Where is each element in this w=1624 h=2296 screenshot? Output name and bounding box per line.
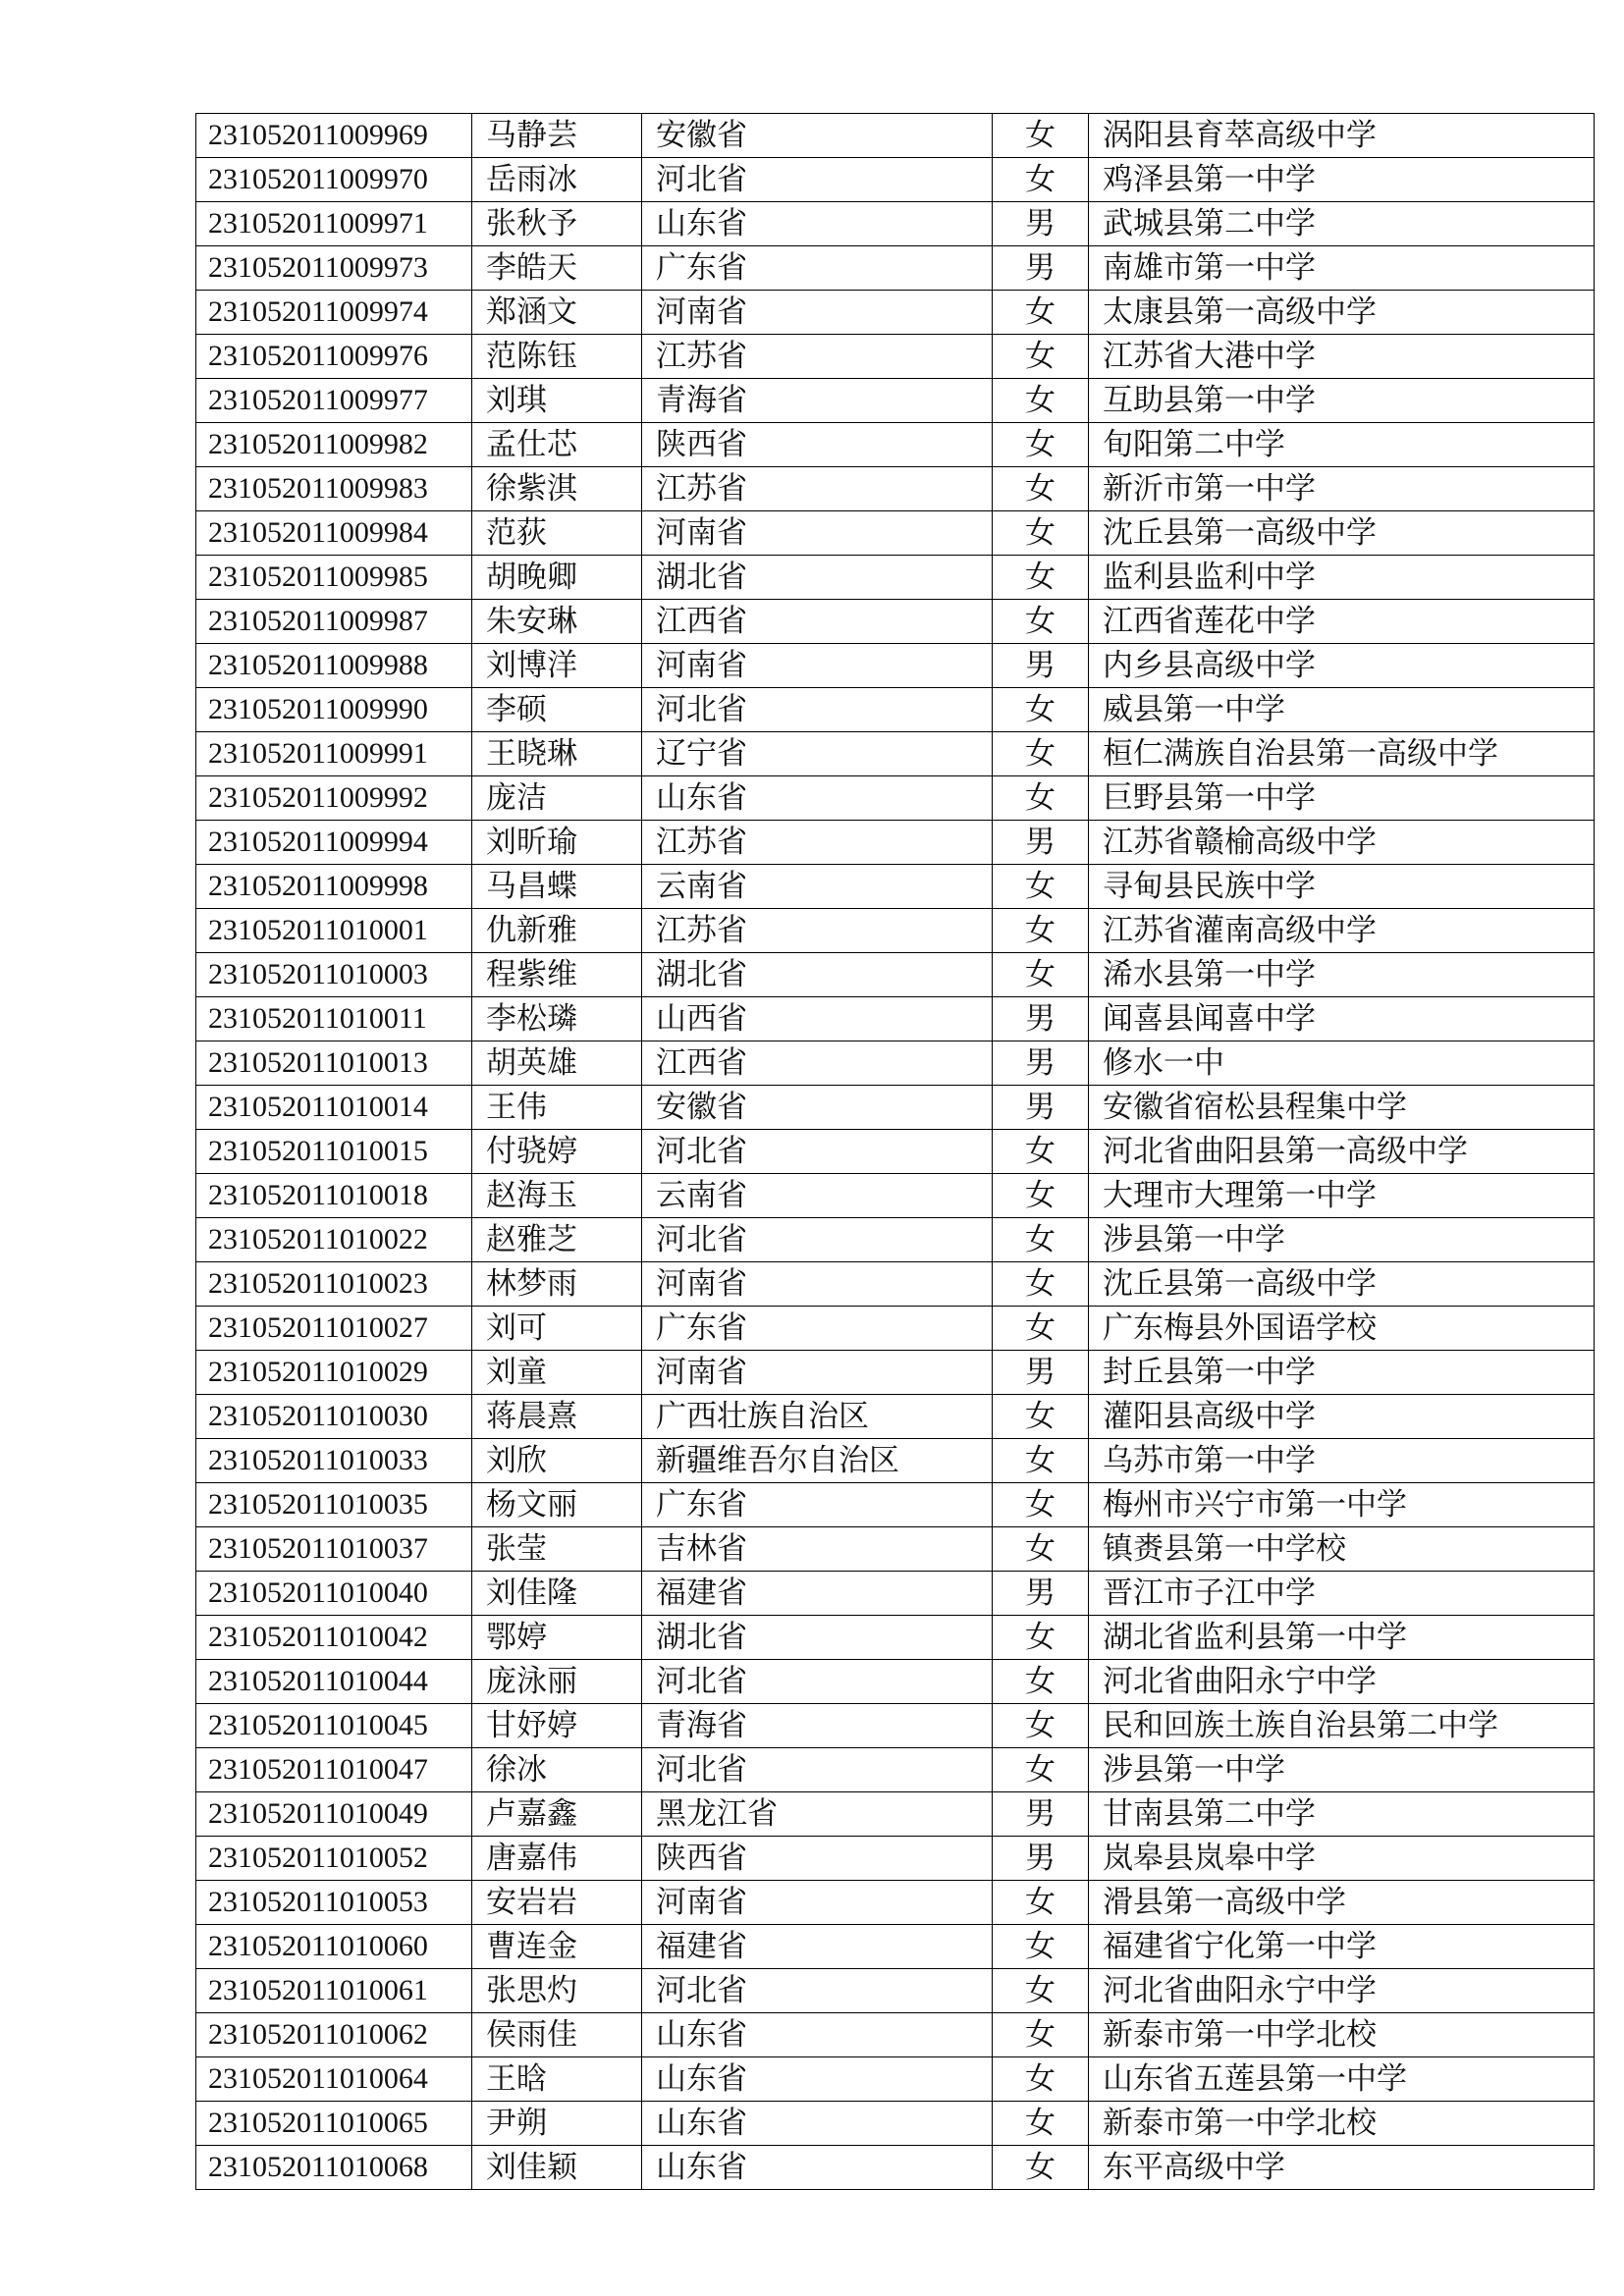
table-row [196, 776, 1595, 821]
student-id-cell: 231052011010044 [196, 1660, 472, 1704]
province-cell: 广东省 [642, 1483, 993, 1527]
student-name-cell: 侯雨佳 [472, 2013, 642, 2057]
student-id-cell: 231052011010014 [196, 1086, 472, 1130]
gender-cell: 女 [993, 1616, 1089, 1660]
student-name-cell: 曹连金 [472, 1925, 642, 1969]
table-row [196, 1262, 1595, 1307]
table-row [196, 291, 1595, 335]
gender-cell: 女 [993, 511, 1089, 556]
table-row [196, 2102, 1595, 2146]
province-cell: 河北省 [642, 1748, 993, 1792]
student-name-cell: 鄂婷 [472, 1616, 642, 1660]
table-row [196, 1660, 1595, 1704]
province-cell: 安徽省 [642, 1086, 993, 1130]
student-id-cell: 231052011010027 [196, 1307, 472, 1351]
student-id-cell: 231052011010045 [196, 1704, 472, 1748]
table-row [196, 997, 1595, 1041]
student-id-cell: 231052011010047 [196, 1748, 472, 1792]
gender-cell: 女 [993, 2057, 1089, 2102]
table-row [196, 909, 1595, 953]
gender-cell: 女 [993, 732, 1089, 776]
school-cell: 内乡县高级中学 [1089, 644, 1595, 688]
table-row [196, 114, 1595, 158]
school-cell: 湖北省监利县第一中学 [1089, 1616, 1595, 1660]
school-cell: 梅州市兴宁市第一中学 [1089, 1483, 1595, 1527]
student-name-cell: 刘可 [472, 1307, 642, 1351]
student-name-cell: 赵雅芝 [472, 1218, 642, 1262]
student-id-cell: 231052011010049 [196, 1792, 472, 1837]
gender-cell: 女 [993, 1527, 1089, 1572]
school-cell: 乌苏市第一中学 [1089, 1439, 1595, 1483]
student-id-cell: 231052011009991 [196, 732, 472, 776]
student-name-cell: 张思灼 [472, 1969, 642, 2013]
school-cell: 桓仁满族自治县第一高级中学 [1089, 732, 1595, 776]
table-row [196, 865, 1595, 909]
student-name-cell: 范陈钰 [472, 335, 642, 379]
gender-cell: 女 [993, 953, 1089, 997]
student-name-cell: 马静芸 [472, 114, 642, 158]
school-cell: 江苏省大港中学 [1089, 335, 1595, 379]
gender-cell: 女 [993, 1660, 1089, 1704]
school-cell: 威县第一中学 [1089, 688, 1595, 732]
table-row [196, 2146, 1595, 2190]
table-row [196, 423, 1595, 467]
province-cell: 山东省 [642, 2057, 993, 2102]
table-row [196, 246, 1595, 291]
student-name-cell: 刘佳颖 [472, 2146, 642, 2190]
school-cell: 河北省曲阳永宁中学 [1089, 1969, 1595, 2013]
student-name-cell: 马昌蝶 [472, 865, 642, 909]
student-id-cell: 231052011009994 [196, 821, 472, 865]
province-cell: 广东省 [642, 1307, 993, 1351]
province-cell: 河南省 [642, 1881, 993, 1925]
student-name-cell: 程紫维 [472, 953, 642, 997]
school-cell: 岚皋县岚皋中学 [1089, 1837, 1595, 1881]
table-row [196, 953, 1595, 997]
province-cell: 河北省 [642, 1660, 993, 1704]
province-cell: 湖北省 [642, 1616, 993, 1660]
province-cell: 河南省 [642, 644, 993, 688]
school-cell: 江苏省赣榆高级中学 [1089, 821, 1595, 865]
school-cell: 晋江市子江中学 [1089, 1572, 1595, 1616]
student-id-cell: 231052011010013 [196, 1041, 472, 1086]
student-id-cell: 231052011010065 [196, 2102, 472, 2146]
school-cell: 南雄市第一中学 [1089, 246, 1595, 291]
table-row [196, 821, 1595, 865]
school-cell: 新泰市第一中学北校 [1089, 2013, 1595, 2057]
student-name-cell: 徐紫淇 [472, 467, 642, 511]
gender-cell: 女 [993, 291, 1089, 335]
province-cell: 河北省 [642, 1969, 993, 2013]
gender-cell: 女 [993, 1262, 1089, 1307]
gender-cell: 女 [993, 1218, 1089, 1262]
province-cell: 河北省 [642, 688, 993, 732]
student-id-cell: 231052011010052 [196, 1837, 472, 1881]
province-cell: 江苏省 [642, 467, 993, 511]
province-cell: 河南省 [642, 291, 993, 335]
gender-cell: 男 [993, 1572, 1089, 1616]
school-cell: 灌阳县高级中学 [1089, 1395, 1595, 1439]
province-cell: 山东省 [642, 2013, 993, 2057]
table-row [196, 1969, 1595, 2013]
province-cell: 广东省 [642, 246, 993, 291]
student-id-cell: 231052011010068 [196, 2146, 472, 2190]
gender-cell: 男 [993, 1792, 1089, 1837]
student-name-cell: 刘欣 [472, 1439, 642, 1483]
province-cell: 陕西省 [642, 1837, 993, 1881]
province-cell: 新疆维吾尔自治区 [642, 1439, 993, 1483]
student-name-cell: 朱安琳 [472, 600, 642, 644]
gender-cell: 男 [993, 1041, 1089, 1086]
table-row [196, 1041, 1595, 1086]
student-name-cell: 庞泳丽 [472, 1660, 642, 1704]
table-row [196, 1527, 1595, 1572]
school-cell: 广东梅县外国语学校 [1089, 1307, 1595, 1351]
gender-cell: 女 [993, 114, 1089, 158]
student-id-cell: 231052011010064 [196, 2057, 472, 2102]
province-cell: 广西壮族自治区 [642, 1395, 993, 1439]
province-cell: 湖北省 [642, 556, 993, 600]
student-id-cell: 231052011010001 [196, 909, 472, 953]
student-name-cell: 孟仕芯 [472, 423, 642, 467]
gender-cell: 女 [993, 1395, 1089, 1439]
gender-cell: 女 [993, 776, 1089, 821]
student-name-cell: 王伟 [472, 1086, 642, 1130]
gender-cell: 男 [993, 1351, 1089, 1395]
student-name-cell: 卢嘉鑫 [472, 1792, 642, 1837]
student-name-cell: 付骁婷 [472, 1130, 642, 1174]
student-id-cell: 231052011009977 [196, 379, 472, 423]
student-name-cell: 胡英雄 [472, 1041, 642, 1086]
province-cell: 山东省 [642, 202, 993, 246]
student-name-cell: 刘昕瑜 [472, 821, 642, 865]
province-cell: 山东省 [642, 2146, 993, 2190]
table-row [196, 1925, 1595, 1969]
student-id-cell: 231052011010029 [196, 1351, 472, 1395]
school-cell: 福建省宁化第一中学 [1089, 1925, 1595, 1969]
school-cell: 江西省莲花中学 [1089, 600, 1595, 644]
table-row [196, 158, 1595, 202]
province-cell: 黑龙江省 [642, 1792, 993, 1837]
gender-cell: 女 [993, 865, 1089, 909]
student-id-cell: 231052011010033 [196, 1439, 472, 1483]
school-cell: 涡阳县育萃高级中学 [1089, 114, 1595, 158]
student-name-cell: 张莹 [472, 1527, 642, 1572]
province-cell: 吉林省 [642, 1527, 993, 1572]
gender-cell: 女 [993, 335, 1089, 379]
school-cell: 封丘县第一中学 [1089, 1351, 1595, 1395]
gender-cell: 男 [993, 997, 1089, 1041]
table-row [196, 1881, 1595, 1925]
table-row [196, 2013, 1595, 2057]
province-cell: 云南省 [642, 865, 993, 909]
table-row [196, 2057, 1595, 2102]
gender-cell: 女 [993, 556, 1089, 600]
school-cell: 太康县第一高级中学 [1089, 291, 1595, 335]
table-row [196, 688, 1595, 732]
student-id-cell: 231052011009985 [196, 556, 472, 600]
province-cell: 云南省 [642, 1174, 993, 1218]
student-id-cell: 231052011009970 [196, 158, 472, 202]
gender-cell: 女 [993, 158, 1089, 202]
gender-cell: 女 [993, 2146, 1089, 2190]
province-cell: 山东省 [642, 2102, 993, 2146]
gender-cell: 女 [993, 1881, 1089, 1925]
student-id-cell: 231052011010018 [196, 1174, 472, 1218]
school-cell: 山东省五莲县第一中学 [1089, 2057, 1595, 2102]
student-id-cell: 231052011010022 [196, 1218, 472, 1262]
table-row [196, 1174, 1595, 1218]
gender-cell: 男 [993, 821, 1089, 865]
gender-cell: 女 [993, 688, 1089, 732]
student-name-cell: 胡晚卿 [472, 556, 642, 600]
gender-cell: 女 [993, 1704, 1089, 1748]
gender-cell: 女 [993, 1925, 1089, 1969]
table-row [196, 1130, 1595, 1174]
table-row [196, 1218, 1595, 1262]
school-cell: 安徽省宿松县程集中学 [1089, 1086, 1595, 1130]
school-cell: 监利县监利中学 [1089, 556, 1595, 600]
student-id-cell: 231052011009987 [196, 600, 472, 644]
gender-cell: 女 [993, 1439, 1089, 1483]
gender-cell: 女 [993, 423, 1089, 467]
gender-cell: 男 [993, 246, 1089, 291]
province-cell: 江苏省 [642, 335, 993, 379]
table-row [196, 379, 1595, 423]
province-cell: 江苏省 [642, 909, 993, 953]
table-row [196, 1086, 1595, 1130]
province-cell: 辽宁省 [642, 732, 993, 776]
student-name-cell: 郑涵文 [472, 291, 642, 335]
student-name-cell: 徐冰 [472, 1748, 642, 1792]
table-row [196, 335, 1595, 379]
school-cell: 新泰市第一中学北校 [1089, 2102, 1595, 2146]
province-cell: 河南省 [642, 511, 993, 556]
table-row [196, 1439, 1595, 1483]
student-name-cell: 尹朔 [472, 2102, 642, 2146]
student-id-cell: 231052011009969 [196, 114, 472, 158]
school-cell: 东平高级中学 [1089, 2146, 1595, 2190]
province-cell: 青海省 [642, 379, 993, 423]
gender-cell: 女 [993, 1969, 1089, 2013]
province-cell: 福建省 [642, 1925, 993, 1969]
student-id-cell: 231052011009983 [196, 467, 472, 511]
student-name-cell: 赵海玉 [472, 1174, 642, 1218]
province-cell: 湖北省 [642, 953, 993, 997]
gender-cell: 男 [993, 202, 1089, 246]
school-cell: 修水一中 [1089, 1041, 1595, 1086]
school-cell: 滑县第一高级中学 [1089, 1881, 1595, 1925]
table-body [196, 114, 1595, 2190]
student-name-cell: 刘佳隆 [472, 1572, 642, 1616]
gender-cell: 女 [993, 2013, 1089, 2057]
province-cell: 江苏省 [642, 821, 993, 865]
student-id-cell: 231052011010060 [196, 1925, 472, 1969]
student-name-cell: 刘琪 [472, 379, 642, 423]
student-name-cell: 王晗 [472, 2057, 642, 2102]
table-row [196, 600, 1595, 644]
school-cell: 民和回族土族自治县第二中学 [1089, 1704, 1595, 1748]
gender-cell: 女 [993, 379, 1089, 423]
student-id-cell: 231052011010011 [196, 997, 472, 1041]
table-row [196, 1572, 1595, 1616]
student-name-cell: 刘童 [472, 1351, 642, 1395]
student-name-cell: 张秋予 [472, 202, 642, 246]
table-row [196, 1307, 1595, 1351]
table-row [196, 1792, 1595, 1837]
school-cell: 互助县第一中学 [1089, 379, 1595, 423]
student-name-cell: 杨文丽 [472, 1483, 642, 1527]
table-row [196, 732, 1595, 776]
school-cell: 涉县第一中学 [1089, 1748, 1595, 1792]
table-row [196, 644, 1595, 688]
province-cell: 安徽省 [642, 114, 993, 158]
student-id-cell: 231052011010053 [196, 1881, 472, 1925]
school-cell: 沈丘县第一高级中学 [1089, 511, 1595, 556]
table-row [196, 1837, 1595, 1881]
student-id-cell: 231052011009984 [196, 511, 472, 556]
gender-cell: 男 [993, 644, 1089, 688]
student-id-cell: 231052011009982 [196, 423, 472, 467]
province-cell: 河南省 [642, 1262, 993, 1307]
school-cell: 闻喜县闻喜中学 [1089, 997, 1595, 1041]
student-id-cell: 231052011009976 [196, 335, 472, 379]
gender-cell: 女 [993, 1483, 1089, 1527]
province-cell: 福建省 [642, 1572, 993, 1616]
student-id-cell: 231052011009971 [196, 202, 472, 246]
student-id-cell: 231052011009992 [196, 776, 472, 821]
student-name-cell: 唐嘉伟 [472, 1837, 642, 1881]
table-row [196, 511, 1595, 556]
student-name-cell: 仇新雅 [472, 909, 642, 953]
gender-cell: 男 [993, 1086, 1089, 1130]
student-id-cell: 231052011010003 [196, 953, 472, 997]
province-cell: 山西省 [642, 997, 993, 1041]
school-cell: 新沂市第一中学 [1089, 467, 1595, 511]
student-id-cell: 231052011010062 [196, 2013, 472, 2057]
student-id-cell: 231052011009973 [196, 246, 472, 291]
student-id-cell: 231052011010015 [196, 1130, 472, 1174]
student-id-cell: 231052011009998 [196, 865, 472, 909]
table-row [196, 1351, 1595, 1395]
school-cell: 沈丘县第一高级中学 [1089, 1262, 1595, 1307]
student-id-cell: 231052011010061 [196, 1969, 472, 2013]
student-id-cell: 231052011010023 [196, 1262, 472, 1307]
table-row [196, 467, 1595, 511]
province-cell: 河南省 [642, 1351, 993, 1395]
table-row [196, 1483, 1595, 1527]
school-cell: 寻甸县民族中学 [1089, 865, 1595, 909]
school-cell: 浠水县第一中学 [1089, 953, 1595, 997]
student-id-cell: 231052011009988 [196, 644, 472, 688]
table-row [196, 556, 1595, 600]
school-cell: 涉县第一中学 [1089, 1218, 1595, 1262]
province-cell: 山东省 [642, 776, 993, 821]
student-name-cell: 刘博洋 [472, 644, 642, 688]
student-id-cell: 231052011009974 [196, 291, 472, 335]
gender-cell: 女 [993, 1174, 1089, 1218]
table-row [196, 1616, 1595, 1660]
student-id-cell: 231052011010030 [196, 1395, 472, 1439]
student-id-cell: 231052011010037 [196, 1527, 472, 1572]
gender-cell: 女 [993, 1748, 1089, 1792]
student-name-cell: 庞洁 [472, 776, 642, 821]
school-cell: 镇赉县第一中学校 [1089, 1527, 1595, 1572]
school-cell: 大理市大理第一中学 [1089, 1174, 1595, 1218]
student-name-cell: 李硕 [472, 688, 642, 732]
table-row [196, 202, 1595, 246]
school-cell: 河北省曲阳永宁中学 [1089, 1660, 1595, 1704]
student-name-cell: 李皓天 [472, 246, 642, 291]
student-name-cell: 范荻 [472, 511, 642, 556]
student-name-cell: 岳雨冰 [472, 158, 642, 202]
table-row [196, 1395, 1595, 1439]
school-cell: 河北省曲阳县第一高级中学 [1089, 1130, 1595, 1174]
student-name-cell: 李松璘 [472, 997, 642, 1041]
student-name-cell: 蒋晨熹 [472, 1395, 642, 1439]
student-id-cell: 231052011010042 [196, 1616, 472, 1660]
school-cell: 江苏省灌南高级中学 [1089, 909, 1595, 953]
student-name-cell: 安岩岩 [472, 1881, 642, 1925]
table-row [196, 1748, 1595, 1792]
gender-cell: 女 [993, 467, 1089, 511]
student-name-cell: 林梦雨 [472, 1262, 642, 1307]
student-id-cell: 231052011010040 [196, 1572, 472, 1616]
gender-cell: 女 [993, 1307, 1089, 1351]
school-cell: 武城县第二中学 [1089, 202, 1595, 246]
province-cell: 江西省 [642, 1041, 993, 1086]
student-id-cell: 231052011010035 [196, 1483, 472, 1527]
province-cell: 河北省 [642, 1218, 993, 1262]
school-cell: 旬阳第二中学 [1089, 423, 1595, 467]
student-name-cell: 甘妤婷 [472, 1704, 642, 1748]
student-id-cell: 231052011009990 [196, 688, 472, 732]
province-cell: 青海省 [642, 1704, 993, 1748]
student-table [195, 113, 1595, 2190]
province-cell: 江西省 [642, 600, 993, 644]
gender-cell: 女 [993, 1130, 1089, 1174]
province-cell: 陕西省 [642, 423, 993, 467]
gender-cell: 女 [993, 909, 1089, 953]
province-cell: 河北省 [642, 158, 993, 202]
school-cell: 鸡泽县第一中学 [1089, 158, 1595, 202]
gender-cell: 女 [993, 2102, 1089, 2146]
gender-cell: 男 [993, 1837, 1089, 1881]
table-row [196, 1704, 1595, 1748]
province-cell: 河北省 [642, 1130, 993, 1174]
gender-cell: 女 [993, 600, 1089, 644]
school-cell: 甘南县第二中学 [1089, 1792, 1595, 1837]
school-cell: 巨野县第一中学 [1089, 776, 1595, 821]
student-name-cell: 王晓琳 [472, 732, 642, 776]
